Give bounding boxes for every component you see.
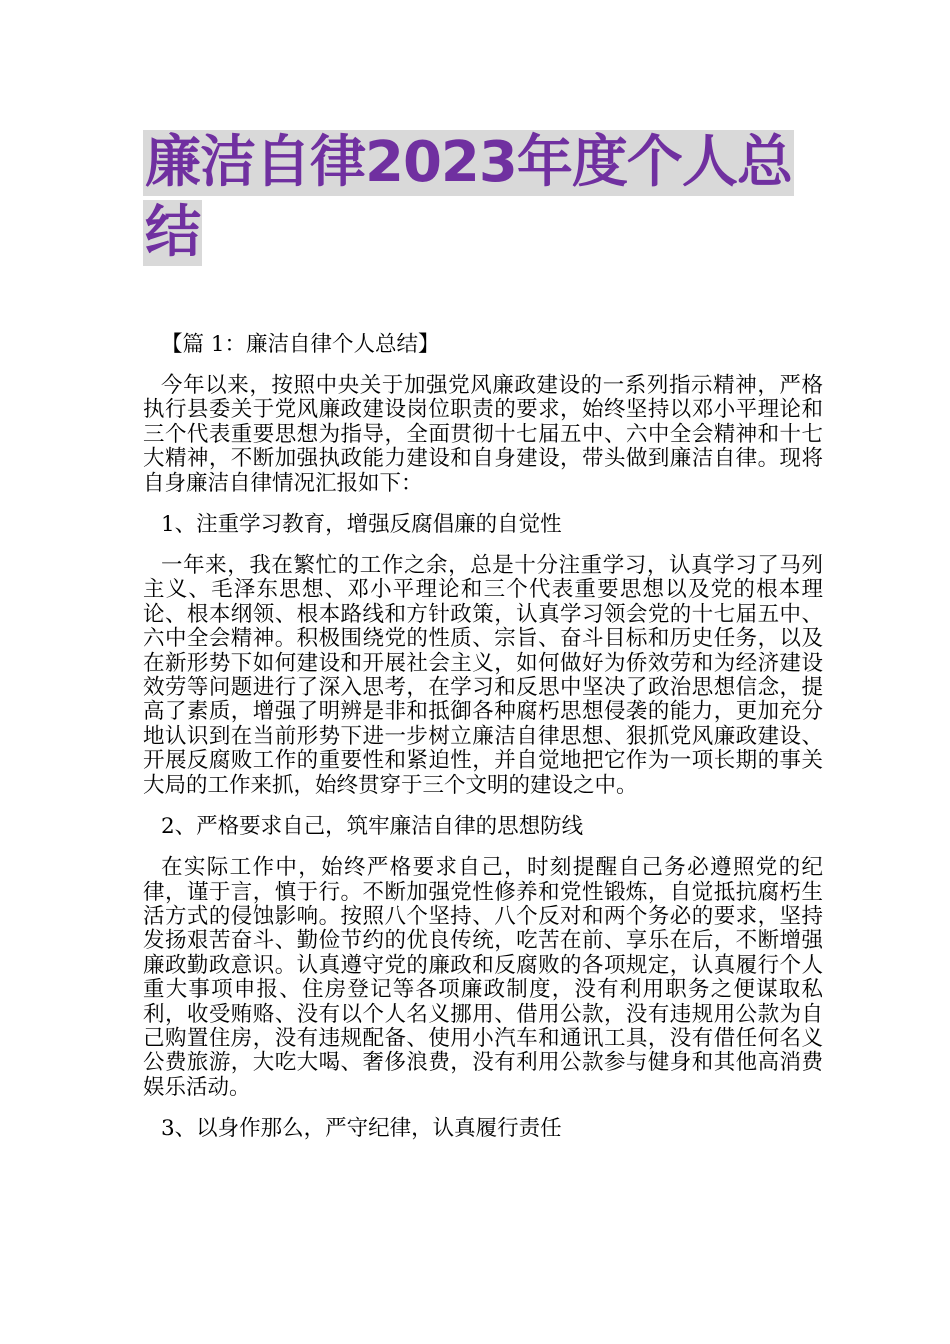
section-label: 【篇 1：廉洁自律个人总结】 bbox=[161, 332, 440, 357]
body-paragraph-2: 在实际工作中，始终严格要求自己，时刻提醒自己务必遵照党的纪律，谨于言，慎于行。不断加强党性修养和党性锻炼，自觉抵抗腐朽生活方式的侵蚀影响。按照八个坚持、八个反对和两个务必的要求，坚持发扬艰苦奋斗、勤俭节约的优良传统，吃苦在前、享乐在后，不断增强廉政勤政意识。认真遵守党的廉政和反腐败的各项规定，认真履行个人重大事项申报、住房登记等各项廉政制度，没有利用职务之便谋取私利，收受贿赂、没有以个人名义挪用、借用公款，没有违规用公款为自己购置住房，没有违规配备、使用小汽车和通讯工具，没有借任何名义公费旅游，大吃大喝、奢侈浪费，没有利用公款参与健身和其他高消费娱乐活动。 bbox=[143, 855, 823, 1100]
document-title bbox=[143, 130, 823, 270]
intro-paragraph: 今年以来，按照中央关于加强党风廉政建设的一系列指示精神，严格执行县委关于党风廉政建设岗位职责的要求，始终坚持以邓小平理论和三个代表重要思想为指导，全面贯彻十七届五中、六中全会精神和十七大精神，不断加强执政能力建设和自身建设，带头做到廉洁自律。现将自身廉洁自律情况汇报如下： bbox=[143, 373, 823, 496]
title-line-2: 结 bbox=[145, 200, 200, 265]
heading-1: 1、注重学习教育，增强反腐倡廉的自觉性 bbox=[161, 512, 562, 538]
title-line-1: 廉洁自律2023年度个人总 bbox=[145, 130, 792, 195]
document-body bbox=[143, 332, 823, 1142]
heading-2: 2、严格要求自己，筑牢廉洁自律的思想防线 bbox=[161, 814, 584, 840]
heading-3: 3、以身作那么，严守纪律，认真履行责任 bbox=[161, 1116, 562, 1142]
body-paragraph-1: 一年来，我在繁忙的工作之余，总是十分注重学习，认真学习了马列主义、毛泽东思想、邓小平理论和三个代表重要思想以及党的根本理论、根本纲领、根本路线和方针政策，认真学习领会党的十七届五中、六中全会精神。积极围绕党的性质、宗旨、奋斗目标和历史任务，以及在新形势下如何建设和开展社会主义，如何做好为侨效劳和为经济建设效劳等问题进行了深入思考，在学习和反思中坚决了政治思想信念，提高了素质，增强了明辨是非和抵御各种腐朽思想侵袭的能力，更加充分地认识到在当前形势下进一步树立廉洁自律思想、狠抓党风廉政建设、开展反腐败工作的重要性和紧迫性，并自觉地把它作为一项长期的事关大局的工作来抓，始终贯穿于三个文明的建设之中。 bbox=[143, 553, 823, 798]
